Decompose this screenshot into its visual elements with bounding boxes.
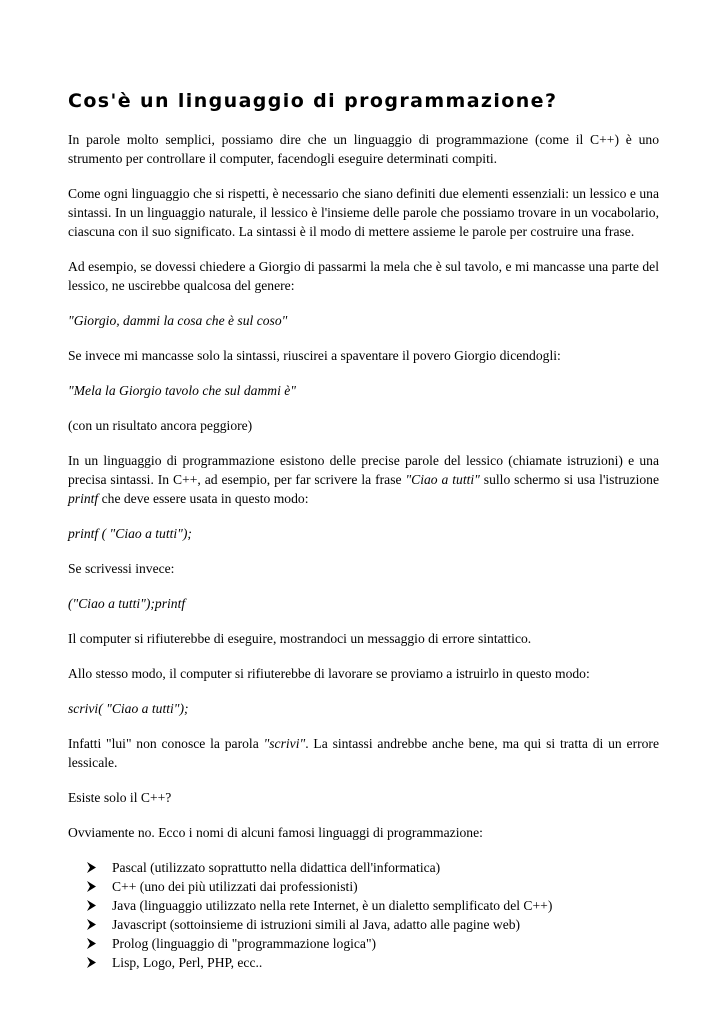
paragraph-syntax-error: Il computer si rifiuterebbe di eseguire, mostrandoci un messaggio di errore sintattico. [68, 631, 532, 646]
list-item-label: C++ (uno dei più utilizzati dai professionisti) [112, 879, 358, 894]
arrowhead-bullet-icon [86, 938, 97, 949]
paragraph-missing-syntax: Se invece mi mancasse solo la sintassi, riuscirei a spaventare il povero Giorgio dicendogli: [68, 348, 561, 363]
arrowhead-bullet-icon [86, 957, 97, 968]
paragraph-programming-language [68, 451, 659, 508]
paragraph-same-way: Allo stesso modo, il computer si rifiuterebbe di lavorare se proviamo a istruirlo in questo modo: [68, 666, 590, 681]
paragraph-question: Esiste solo il C++? [68, 790, 172, 805]
list-item-label: Java (linguaggio utilizzato nella rete Internet, è un dialetto semplificato del C++) [112, 898, 553, 913]
page-title: Cos'è un linguaggio di programmazione? [68, 90, 558, 112]
quote-missing-syntax: "Mela la Giorgio tavolo che sul dammi è" [68, 383, 297, 398]
paragraph-worse-result: (con un risultato ancora peggiore) [68, 418, 253, 433]
text-segment: . La sintassi andrebbe anche bene, ma qui si tratta di un errore lessicale. [68, 736, 659, 770]
text-segment: Infatti "lui" non conosce la parola [68, 736, 264, 751]
paragraph-intro: In parole molto semplici, possiamo dire che un linguaggio di programmazione (come il C++) è uno strumento per controllare il computer, facendogli eseguire determinati compiti. [68, 132, 659, 166]
arrowhead-bullet-icon [86, 862, 97, 873]
text-segment: In un linguaggio di programmazione esistono delle precise parole del lessico (chiamate istruzioni) e una precisa sintassi. In C++, ad esempio, per far scrivere la frase [68, 453, 659, 487]
list-item-label: Prolog (linguaggio di "programmazione logica") [112, 936, 377, 951]
list-item-label: Javascript (sottoinsieme di istruzioni simili al Java, adatto alle pagine web) [112, 917, 521, 932]
paragraph-lexical-error [68, 734, 659, 772]
list-item-label: Pascal (utilizzato soprattutto nella didattica dell'informatica) [112, 860, 441, 875]
paragraph-languages-intro: Ovviamente no. Ecco i nomi di alcuni famosi linguaggi di programmazione: [68, 825, 483, 840]
list-item-label: Lisp, Logo, Perl, PHP, ecc.. [112, 955, 263, 970]
list-item [86, 953, 659, 972]
list-item [86, 877, 659, 896]
list-item [86, 915, 659, 934]
code-example-lexical-error: scrivi( "Ciao a tutti"); [68, 701, 189, 716]
list-item [86, 896, 659, 915]
code-example-syntax-error: ("Ciao a tutti");printf [68, 596, 186, 611]
code-example-correct: printf ( "Ciao a tutti"); [68, 526, 192, 541]
paragraph-example: Ad esempio, se dovessi chiedere a Giorgio di passarmi la mela che è sul tavolo, e mi mancasse una parte del lessico, ne uscirebbe qualcosa del genere: [68, 259, 659, 293]
list-item [86, 858, 659, 877]
quote-missing-lexicon: "Giorgio, dammi la cosa che è sul coso" [68, 313, 288, 328]
text-segment: sullo schermo si usa l'istruzione [479, 472, 660, 487]
paragraph-instead: Se scrivessi invece: [68, 561, 175, 576]
arrowhead-bullet-icon [86, 900, 97, 911]
text-segment: che deve essere usata in questo modo: [98, 491, 309, 506]
list-item [86, 934, 659, 953]
arrowhead-bullet-icon [86, 919, 97, 930]
paragraph-lexicon-syntax: Come ogni linguaggio che si rispetti, è necessario che siano definiti due elementi essenziali: un lessico e una sintassi. In un linguaggio naturale, il lessico è l'insieme delle parole che possiamo trovare in un vocabolario, ciascuna con il suo significato. La sintassi è il modo di mettere assieme le parole per costruire una frase. [68, 186, 659, 239]
emphasis-scrivi: "scrivi" [263, 736, 306, 751]
emphasis-printf: printf [68, 491, 99, 506]
languages-list [68, 858, 659, 972]
document-page [68, 88, 659, 972]
arrowhead-bullet-icon [86, 881, 97, 892]
emphasis-ciao: "Ciao a tutti" [405, 472, 480, 487]
